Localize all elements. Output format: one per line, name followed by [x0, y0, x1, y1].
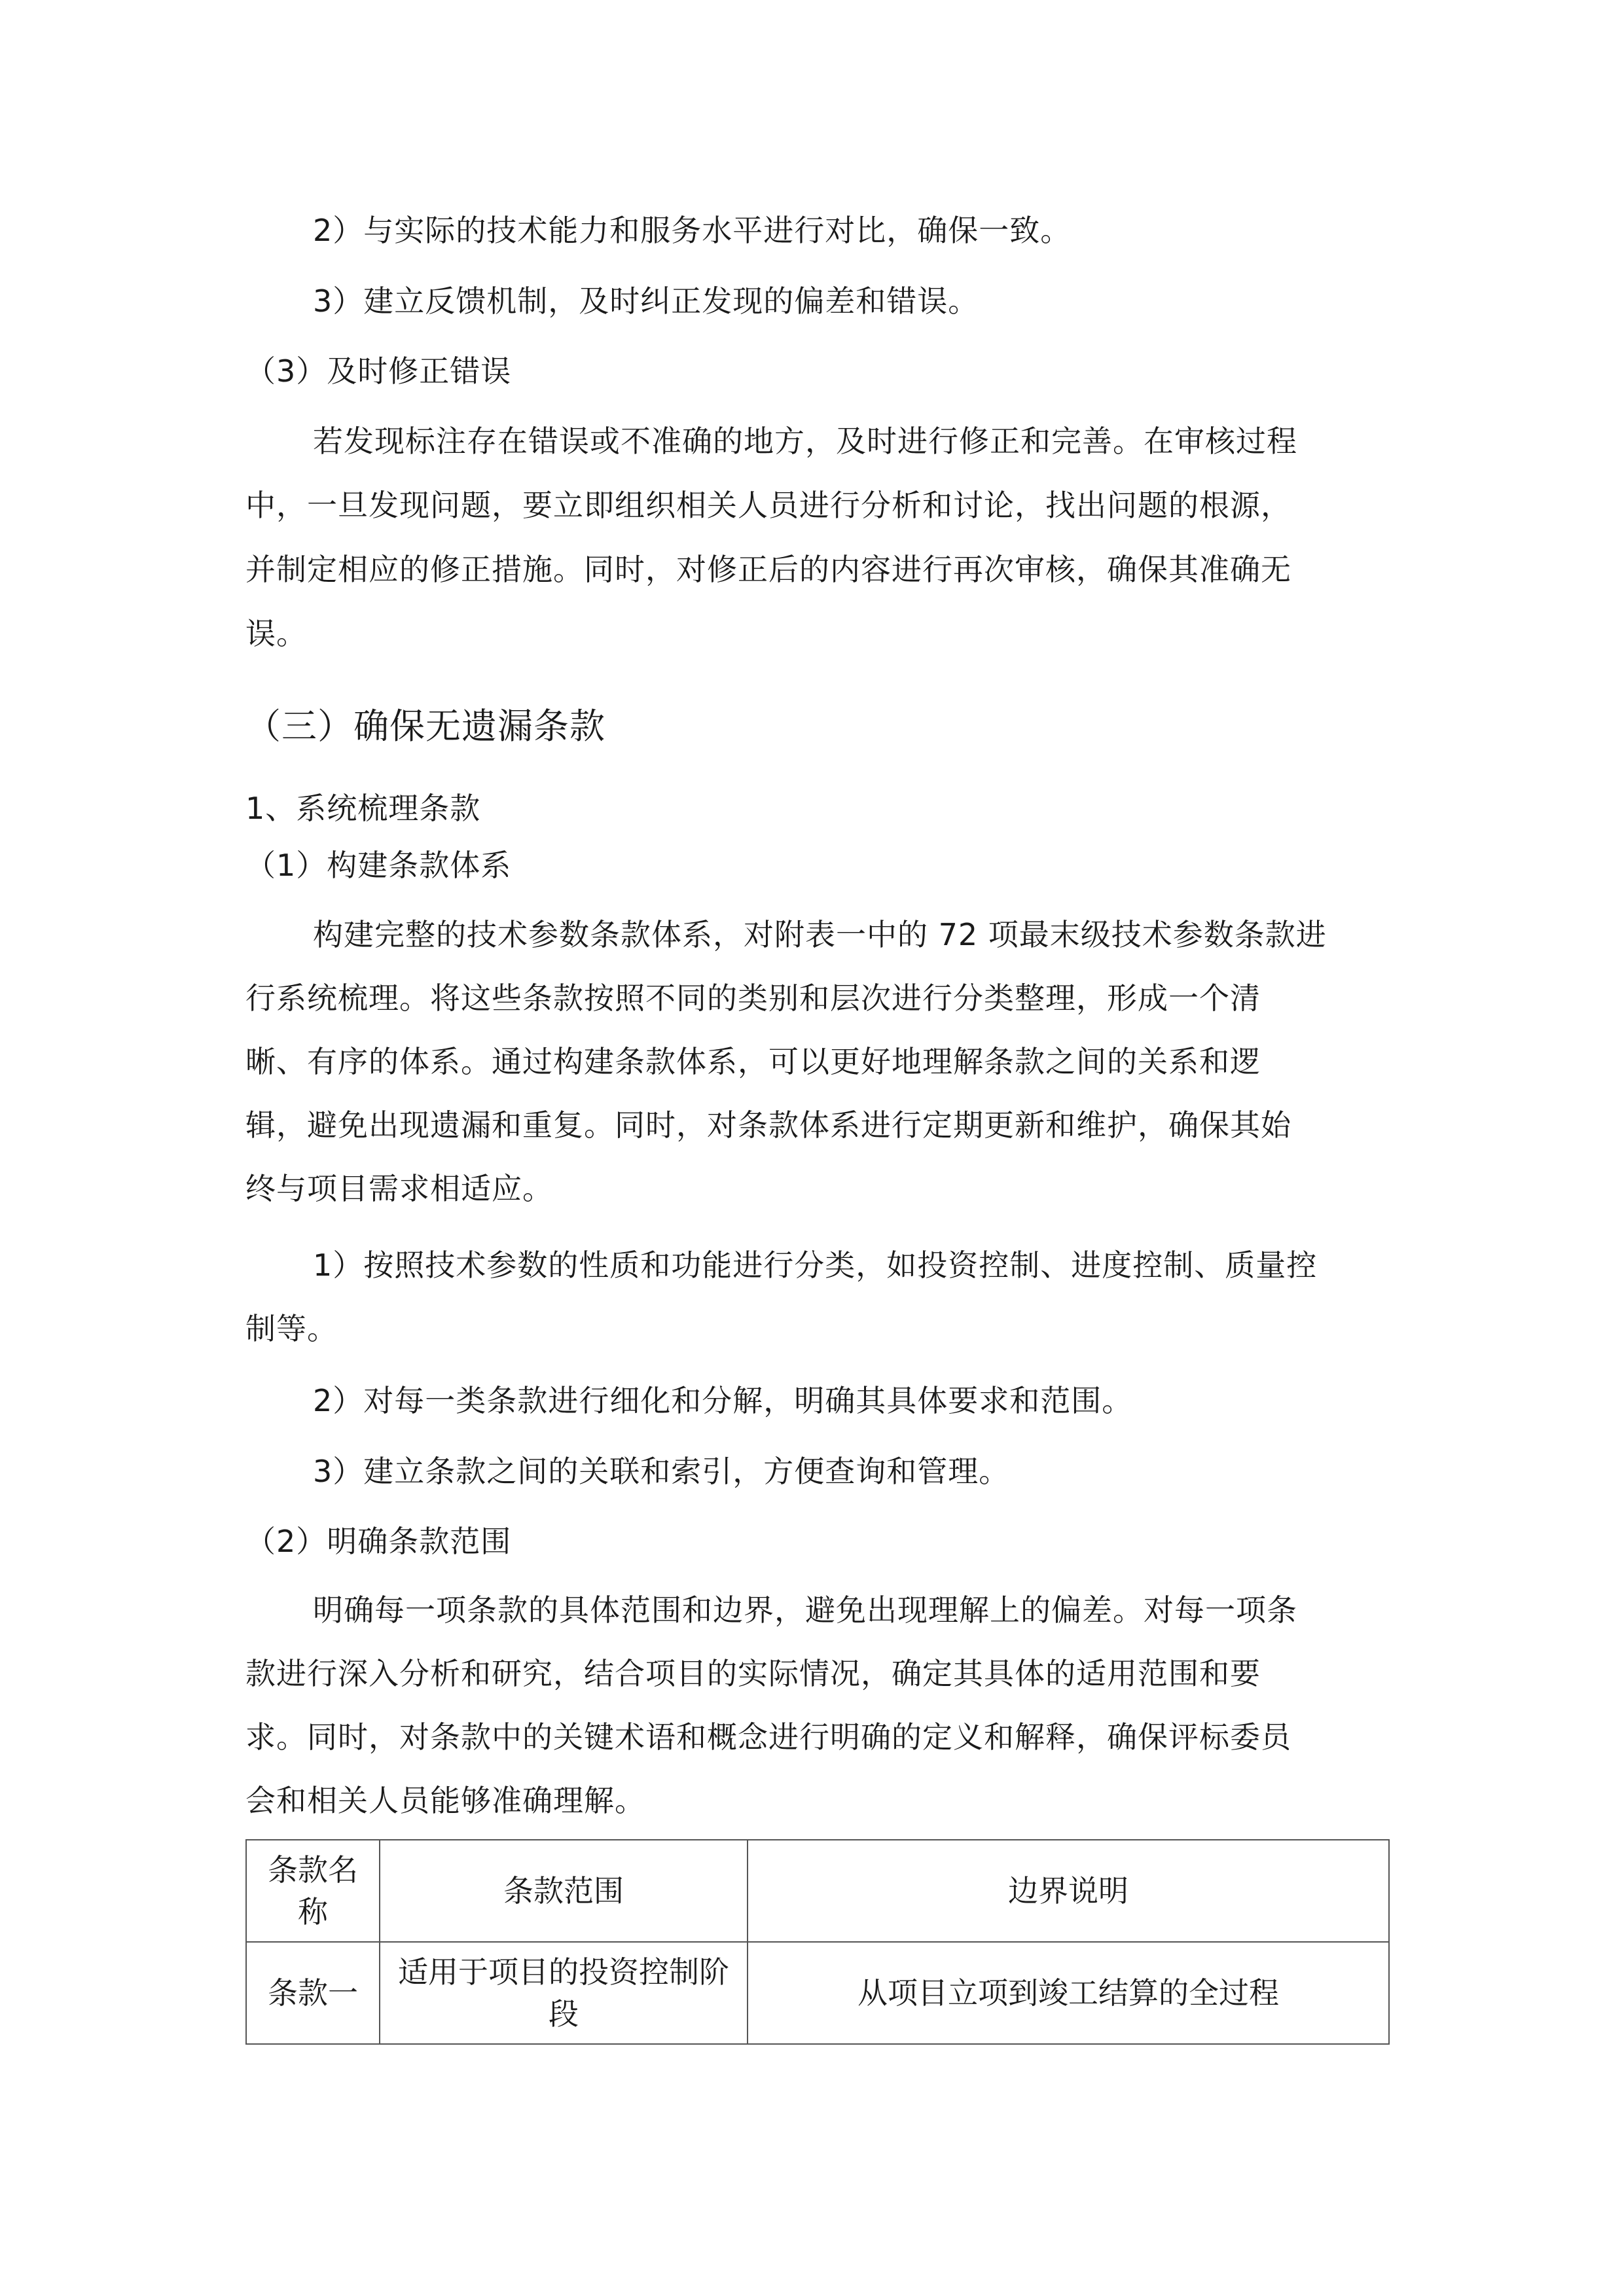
cell-clause-name: 条款一: [246, 1942, 380, 2044]
section-heading: （三）确保无遗漏条款: [245, 706, 605, 747]
paragraph-line: 明确每一项条款的具体范围和边界，避免出现理解上的偏差。对每一项条: [313, 1592, 1297, 1628]
paragraph-line: 制等。: [245, 1311, 338, 1346]
cell-clause-scope: 适用于项目的投资控制阶段: [380, 1942, 748, 2044]
paragraph-line: 误。: [245, 616, 307, 651]
paragraph-line: 3）建立反馈机制，及时纠正发现的偏差和错误。: [313, 283, 979, 319]
paragraph-line: 行系统梳理。将这些条款按照不同的类别和层次进行分类整理，形成一个清: [245, 980, 1261, 1016]
paragraph-line: 若发现标注存在错误或不准确的地方，及时进行修正和完善。在审核过程: [313, 423, 1297, 459]
subheading: （3）及时修正错误: [245, 353, 512, 389]
paragraph-line: 终与项目需求相适应。: [245, 1171, 553, 1206]
paragraph-line: 2）与实际的技术能力和服务水平进行对比，确保一致。: [313, 213, 1072, 248]
paragraph-line: 3）建立条款之间的关联和索引，方便查询和管理。: [313, 1454, 1010, 1489]
clause-table: [245, 1839, 1390, 2045]
header-boundary: 边界说明: [748, 1840, 1389, 1942]
paragraph-line: 1）按照技术参数的性质和功能进行分类，如投资控制、进度控制、质量控: [313, 1247, 1318, 1283]
paragraph-line: 并制定相应的修正措施。同时，对修正后的内容进行再次审核，确保其准确无: [245, 552, 1291, 587]
header-clause-scope: 条款范围: [380, 1840, 748, 1942]
header-clause-name: 条款名称: [246, 1840, 380, 1942]
paragraph-line: 2）对每一类条款进行细化和分解，明确其具体要求和范围。: [313, 1383, 1133, 1418]
subheading: （2）明确条款范围: [245, 1524, 512, 1559]
paragraph-line: 款进行深入分析和研究，结合项目的实际情况，确定其具体的适用范围和要: [245, 1656, 1261, 1691]
paragraph-line: 中，一旦发现问题，要立即组织相关人员进行分析和讨论，找出问题的根源，: [245, 488, 1291, 523]
paragraph-line: 构建完整的技术参数条款体系，对附表一中的 72 项最末级技术参数条款进: [313, 917, 1327, 952]
paragraph-line: 求。同时，对条款中的关键术语和概念进行明确的定义和解释，确保评标委员: [245, 1719, 1291, 1755]
paragraph-line: 晰、有序的体系。通过构建条款体系，可以更好地理解条款之间的关系和逻: [245, 1044, 1261, 1079]
paragraph-line: 辑，避免出现遗漏和重复。同时，对条款体系进行定期更新和维护，确保其始: [245, 1107, 1291, 1143]
subheading: 1、系统梳理条款: [245, 791, 481, 826]
table-row: [246, 1942, 1389, 2044]
subheading: （1）构建条款体系: [245, 848, 512, 883]
cell-boundary: 从项目立项到竣工结算的全过程: [748, 1942, 1389, 2044]
paragraph-line: 会和相关人员能够准确理解。: [245, 1783, 645, 1818]
table-header-row: [246, 1840, 1389, 1942]
